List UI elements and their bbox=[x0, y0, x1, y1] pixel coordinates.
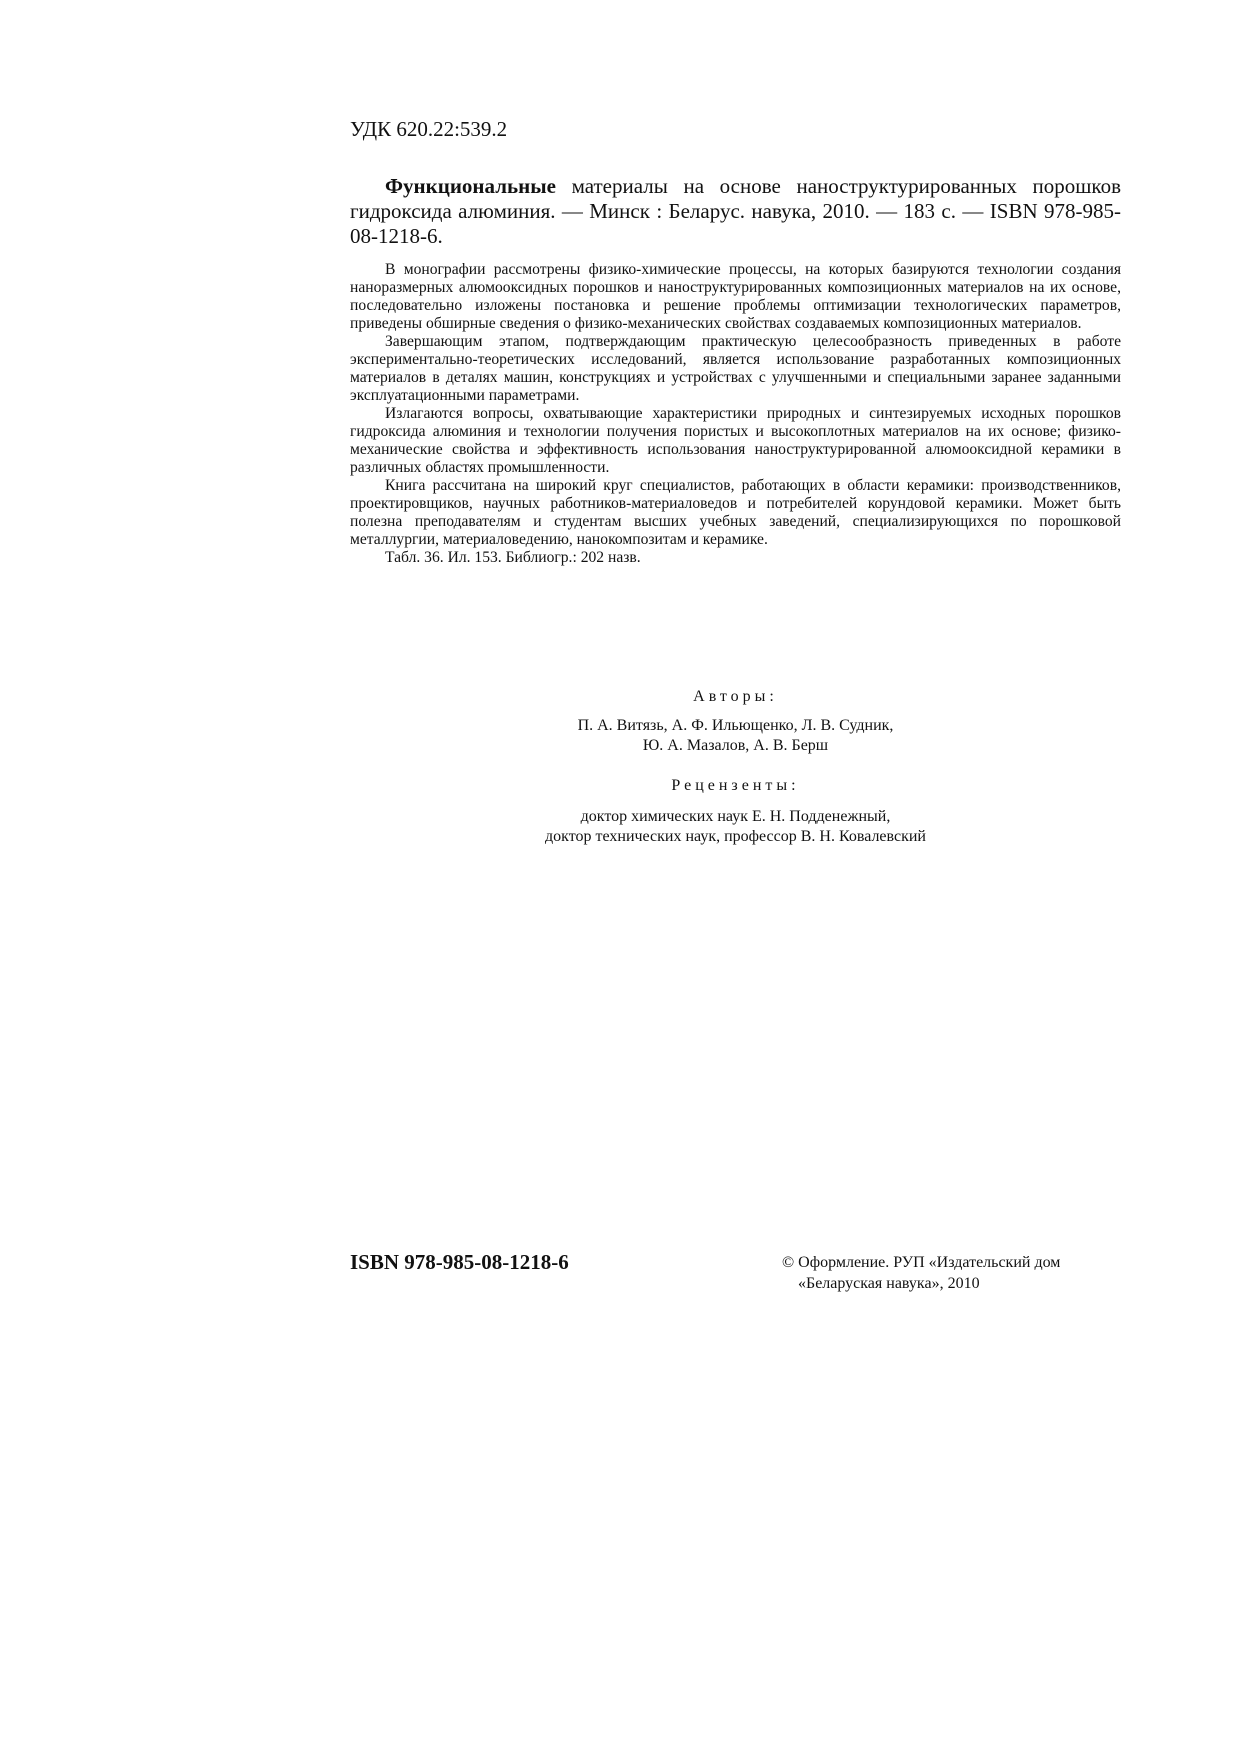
reviewer-line: доктор химических наук Е. Н. Подденежный, bbox=[580, 808, 891, 825]
abstract-paragraph: Книга рассчитана на широкий круг специалистов, работающих в области керамики: производственников, проектировщиков, научных работников-материаловедов и потребителей корундовой керамики. Может быть полезна преподавателям и студентам высших учебных заведений, специализирующихся по порошковой металлургии, материаловедению, нанокомпозитам и керамике. bbox=[350, 477, 1121, 548]
reviewer-line: доктор технических наук, профессор В. Н. Ковалевский bbox=[545, 828, 926, 845]
authors-line: Ю. А. Мазалов, А. В. Берш bbox=[642, 737, 829, 754]
reviewers-heading: Рецензенты: bbox=[671, 777, 800, 794]
bibliographic-rest: материалы на основе наноструктурированных порошков гидроксида алюминия. — Минск : Беларус. навука, 2010. — 183 с. — ISBN 978-985-08-1218-6. bbox=[350, 174, 1121, 248]
copyright-line: «Беларуская навука», 2010 bbox=[798, 1275, 980, 1292]
authors-line: П. А. Витязь, А. Ф. Ильющенко, Л. В. Судник, bbox=[577, 717, 894, 734]
bibliographic-entry bbox=[350, 174, 1121, 249]
reviewers-list bbox=[350, 807, 1121, 847]
isbn-number: ISBN 978-985-08-1218-6 bbox=[350, 1250, 569, 1274]
title-bold: Функциональные bbox=[385, 174, 556, 198]
abstract-paragraph: В монографии рассмотрены физико-химические процессы, на которых базируются технологии создания наноразмерных алюмооксидных порошков и наноструктурированных композиционных материалов на их основе, последовательно изложены постановка и решение проблемы оптимизации технологических параметров, приведены обширные сведения о физико-механических свойствах создаваемых композиционных материалов. bbox=[350, 261, 1121, 332]
authors-list bbox=[350, 716, 1121, 756]
udk-code: УДК 620.22:539.2 bbox=[350, 117, 508, 141]
abstract-paragraph: Завершающим этапом, подтверждающим практическую целесообразность приведенных в работе экспериментально-теоретических исследований, является использование разработанных композиционных материалов в деталях машин, конструкциях и устройствах с улучшенными и специальными заранее заданными эксплуатационными параметрами. bbox=[350, 333, 1121, 404]
abstract-paragraph: Излагаются вопросы, охватывающие характеристики природных и синтезируемых исходных порошков гидроксида алюминия и технологии получения пористых и высокоплотных материалов на их основе; физико-механические свойства и эффективность использования наноструктурированной алюмооксидной керамики в различных областях промышленности. bbox=[350, 405, 1121, 476]
copyright-line: © Оформление. РУП «Издательский дом bbox=[782, 1254, 1061, 1271]
authors-heading: Авторы: bbox=[693, 688, 778, 705]
copyright-notice bbox=[782, 1252, 1060, 1294]
abstract bbox=[350, 261, 1121, 567]
table-illustration-count: Табл. 36. Ил. 153. Библиогр.: 202 назв. bbox=[385, 549, 641, 566]
